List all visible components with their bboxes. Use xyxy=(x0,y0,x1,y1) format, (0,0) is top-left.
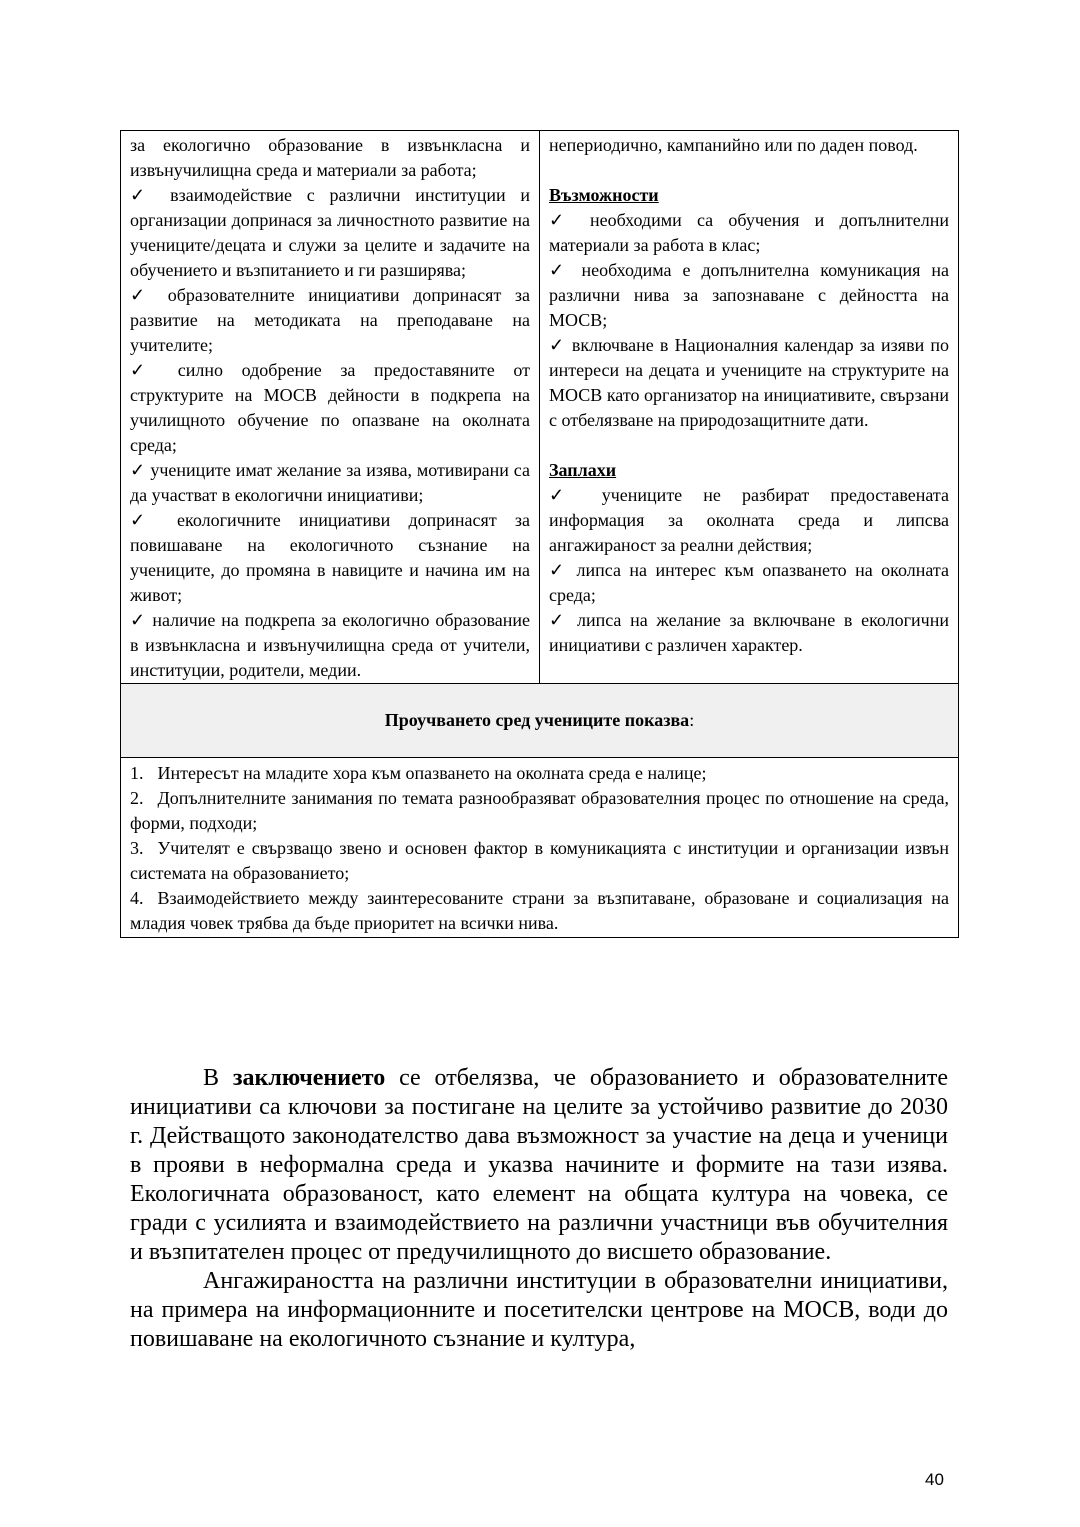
strength-item: ✓ наличие на подкрепа за екологично образование в извънкласна и извънучилищна среда от учители, институции, родители, медии. xyxy=(130,610,530,680)
threat-item: ✓ липса на желание за включване в екологични инициативи с различен характер. xyxy=(549,610,949,655)
opportunity-item: ✓ необходими са обучения и допълнителни материали за работа в клас; xyxy=(549,210,949,255)
page-number: 40 xyxy=(925,1470,944,1489)
opportunity-item: ✓ включване в Националния календар за изяви по интереси на децата и учениците на структурите на МОСВ като организатор на инициативите, свързани с отбелязване на природозащитните дати. xyxy=(549,335,949,430)
finding-number: 2. xyxy=(130,788,144,808)
strength-item: за екологично образование в извънкласна и извънучилищна среда и материали за работа; xyxy=(130,135,530,180)
opportunities-title: Възможности xyxy=(549,185,659,205)
strength-item: ✓ учениците имат желание за изява, мотивирани са да участват в екологични инициативи; xyxy=(130,460,530,505)
conclusion-bold-term: заключението xyxy=(232,1065,386,1091)
finding-text: Допълнителните занимания по темата разнообразяват образователния процес по отношение на среда, форми, подходи; xyxy=(130,788,949,833)
summary-colon: : xyxy=(689,710,695,730)
conclusion-paragraph-2: Ангажираността на различни институции в образователни инициативи, на примера на информационните и посетителски центрове на МОСВ, води до повишаване на екологичното съзнание и култура, xyxy=(130,1268,948,1352)
strength-item: ✓ силно одобрение за предоставяните от структурите на МОСВ дейности в подкрепа на училищното обучение по опазване на околната среда; xyxy=(130,360,530,455)
strength-item: ✓ екологичните инициативи допринасят за повишаване на екологичното съзнание на учениците, до промяна в навиците и начина им на живот; xyxy=(130,510,530,605)
strength-item: ✓ взаимодействие с различни институции и организации допринася за личностното развитие на учениците/децата и служи за целите и задачите на обучението и възпитанието и ги разширява; xyxy=(130,185,530,280)
weakness-continuation: непериодично, кампанийно или по даден повод. xyxy=(549,135,918,155)
finding-number: 4. xyxy=(130,888,144,908)
findings-row xyxy=(121,758,959,938)
finding-item xyxy=(130,761,949,786)
finding-item xyxy=(130,836,949,886)
finding-number: 3. xyxy=(130,838,144,858)
findings-cell xyxy=(121,758,959,938)
opportunities-threats-cell xyxy=(540,131,959,684)
opportunity-item: ✓ необходима е допълнителна комуникация на различни нива за запознаване с дейността на МОСВ; xyxy=(549,260,949,330)
threats-title: Заплахи xyxy=(549,460,617,480)
conclusion-text: се отбелязва, че образованието и образователните инициативи са ключови за постигане на целите за устойчиво развитие до 2030 г. Действащото законодателство дава възможност за участие на деца и ученици в прояви в неформална среда и указва начините и формите на тази изява. Екологичната образованост, като елемент на общата култура на човека, се гради с усилията и взаимодействието на различни участници във обучителния и възпитателен процес от предучилищното до висшето образование. xyxy=(130,1065,948,1265)
conclusion-section xyxy=(130,1064,948,1354)
finding-item xyxy=(130,786,949,836)
conclusion-lead: В xyxy=(203,1065,233,1091)
strengths-cell xyxy=(121,131,540,684)
summary-title: Проучването сред учениците показва xyxy=(384,710,690,730)
finding-number: 1. xyxy=(130,763,144,783)
strength-item: ✓ образователните инициативи допринасят за развитие на методиката на преподаване на учителите; xyxy=(130,285,530,355)
conclusion-paragraph xyxy=(130,1064,948,1267)
summary-row xyxy=(121,684,959,758)
finding-item xyxy=(130,886,949,936)
finding-text: Интересът на младите хора към опазването на околната среда е налице; xyxy=(157,763,707,783)
finding-text: Учителят е свързващо звено и основен фактор в комуникацията с институции и организации извън системата на образованието; xyxy=(130,838,949,883)
summary-cell xyxy=(121,684,959,758)
finding-text: Взаимодействието между заинтересованите страни за възпитаване, образоване и социализация на младия човек трябва да бъде приоритет на всички нива. xyxy=(130,888,949,933)
threat-item: ✓ учениците не разбират предоставената информация за околната среда и липсва ангажираност за реални действия; xyxy=(549,485,949,555)
threat-item: ✓ липса на интерес към опазването на околната среда; xyxy=(549,560,949,605)
swot-row xyxy=(121,131,959,684)
swot-table xyxy=(120,130,959,938)
